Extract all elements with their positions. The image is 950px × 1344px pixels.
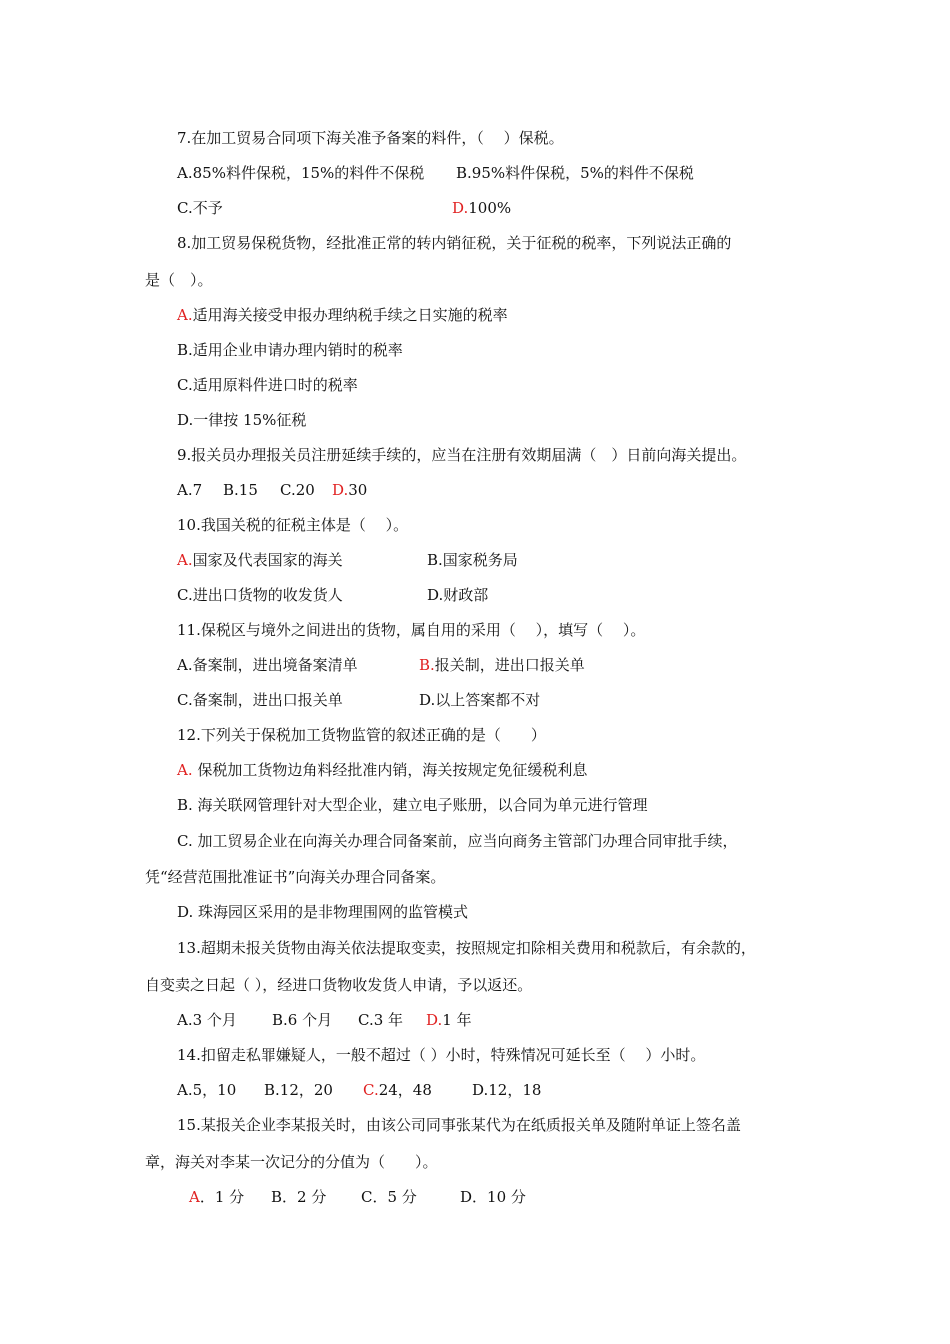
- question-9-options: [177, 480, 577, 500]
- question-15-stem-line-1: 15.某报关企业李某报关时，由该公司同事张某代为在纸质报关单及随附单证上签名盖: [177, 1116, 741, 1134]
- question-15-option-c: C．5 分: [361, 1188, 417, 1206]
- question-14-answer-letter: C.: [363, 1081, 379, 1099]
- question-8-option-a: A.适用海关接受申报办理纳税手续之日实施的税率: [177, 306, 508, 324]
- question-13-stem-line-2: 自变卖之日起（ ），经进口货物收发货人申请，予以返还。: [145, 976, 533, 994]
- question-11-option-a: A.备案制，进出境备案清单: [177, 656, 358, 674]
- question-8-option-d: D.一律按 15%征税: [177, 411, 307, 429]
- question-7-option-a: A.85%料件保税，15%的料件不保税: [177, 164, 425, 182]
- question-7-options-cd: [177, 198, 897, 218]
- question-9-answer-letter: D.: [332, 481, 349, 499]
- question-7-option-c: C.不予: [177, 199, 223, 217]
- question-11-option-c: C.备案制，进出口报关单: [177, 691, 343, 709]
- question-7-options-ab: [177, 163, 897, 183]
- question-11-stem: 11.保税区与境外之间进出的货物，属自用的采用（ ），填写（ ）。: [177, 621, 646, 639]
- question-8-option-c: C.适用原料件进口时的税率: [177, 376, 358, 394]
- question-12-option-d: D. 珠海园区采用的是非物理围网的监管模式: [177, 903, 469, 921]
- question-10-options-cd: [177, 585, 777, 605]
- question-12-option-b: B. 海关联网管理针对大型企业，建立电子账册，以合同为单元进行管理: [177, 796, 648, 814]
- question-11-option-d: D.以上答案都不对: [419, 691, 541, 709]
- question-15-options: [189, 1187, 689, 1207]
- question-10-stem: 10.我国关税的征税主体是（ ）。: [177, 516, 409, 534]
- question-9-option-c: C.20: [280, 481, 315, 499]
- question-15-option-a: A．1 分: [189, 1188, 245, 1206]
- question-13-option-a: A.3 个月: [177, 1011, 237, 1029]
- question-9-option-a: A.7: [177, 481, 203, 499]
- question-8-option-b: B.适用企业申请办理内销时的税率: [177, 341, 403, 359]
- question-10-option-c: C.进出口货物的收发货人: [177, 586, 343, 604]
- question-11-option-b: B.报关制，进出口报关单: [419, 656, 585, 674]
- question-7-option-d: D.100%: [452, 199, 512, 217]
- question-15-answer-letter: A: [189, 1188, 200, 1206]
- question-8-stem-line-1: 8.加工贸易保税货物，经批准正常的转内销征税，关于征税的税率，下列说法正确的: [177, 234, 732, 252]
- question-14-option-b: B.12，20: [264, 1081, 333, 1099]
- question-10-option-d: D.财政部: [427, 586, 489, 604]
- question-14-option-a: A.5，10: [177, 1081, 237, 1099]
- question-14-stem: 14.扣留走私罪嫌疑人，一般不超过（ ）小时，特殊情况可延长至（ ）小时。: [177, 1046, 706, 1064]
- question-11-answer-letter: B.: [419, 656, 435, 674]
- question-7-stem: 7.在加工贸易合同项下海关准予备案的料件，（ ）保税。: [177, 129, 564, 147]
- question-12-stem: 12.下列关于保税加工货物监管的叙述正确的是（ ）: [177, 726, 546, 744]
- question-13-options: [177, 1010, 677, 1030]
- question-8-stem-line-2: 是（ ）。: [145, 271, 213, 289]
- question-13-option-c: C.3 年: [358, 1011, 404, 1029]
- question-12-option-c-line-1: C. 加工贸易企业在向海关办理合同备案前，应当向商务主管部门办理合同审批手续，: [177, 832, 738, 850]
- question-10-answer-letter: A.: [177, 551, 193, 569]
- question-7-option-b: B.95%料件保税，5%的料件不保税: [456, 164, 694, 182]
- question-11-options-cd: [177, 690, 777, 710]
- question-11-options-ab: [177, 655, 777, 675]
- question-9-option-d: D.30: [332, 481, 368, 499]
- question-14-option-d: D.12，18: [472, 1081, 542, 1099]
- question-9-option-b: B.15: [223, 481, 258, 499]
- question-10-option-b: B.国家税务局: [427, 551, 518, 569]
- question-14-options: [177, 1080, 677, 1100]
- question-7-answer-letter: D.: [452, 199, 469, 217]
- question-15-option-b: B．2 分: [271, 1188, 327, 1206]
- question-13-option-b: B.6 个月: [272, 1011, 333, 1029]
- question-15-stem-line-2: 章，海关对李某一次记分的分值为（ ）。: [145, 1153, 438, 1171]
- question-12-option-a: A. 保税加工货物边角料经批准内销，海关按规定免征缓税利息: [177, 761, 588, 779]
- question-14-option-c: C.24，48: [363, 1081, 432, 1099]
- question-13-option-d: D.1 年: [426, 1011, 472, 1029]
- question-12-option-c-line-2: 凭“经营范围批准证书”向海关办理合同备案。: [145, 868, 446, 886]
- question-8-answer-letter: A.: [177, 306, 193, 324]
- question-10-option-a: A.国家及代表国家的海关: [177, 551, 343, 569]
- question-13-stem-line-1: 13.超期未报关货物由海关依法提取变卖，按照规定扣除相关费用和税款后，有余款的，: [177, 939, 756, 957]
- question-12-answer-letter: A.: [177, 761, 193, 779]
- question-15-option-d: D．10 分: [460, 1188, 526, 1206]
- question-13-answer-letter: D.: [426, 1011, 443, 1029]
- question-10-options-ab: [177, 550, 777, 570]
- question-9-stem: 9.报关员办理报关员注册延续手续的，应当在注册有效期届满（ ）日前向海关提出。: [177, 446, 747, 464]
